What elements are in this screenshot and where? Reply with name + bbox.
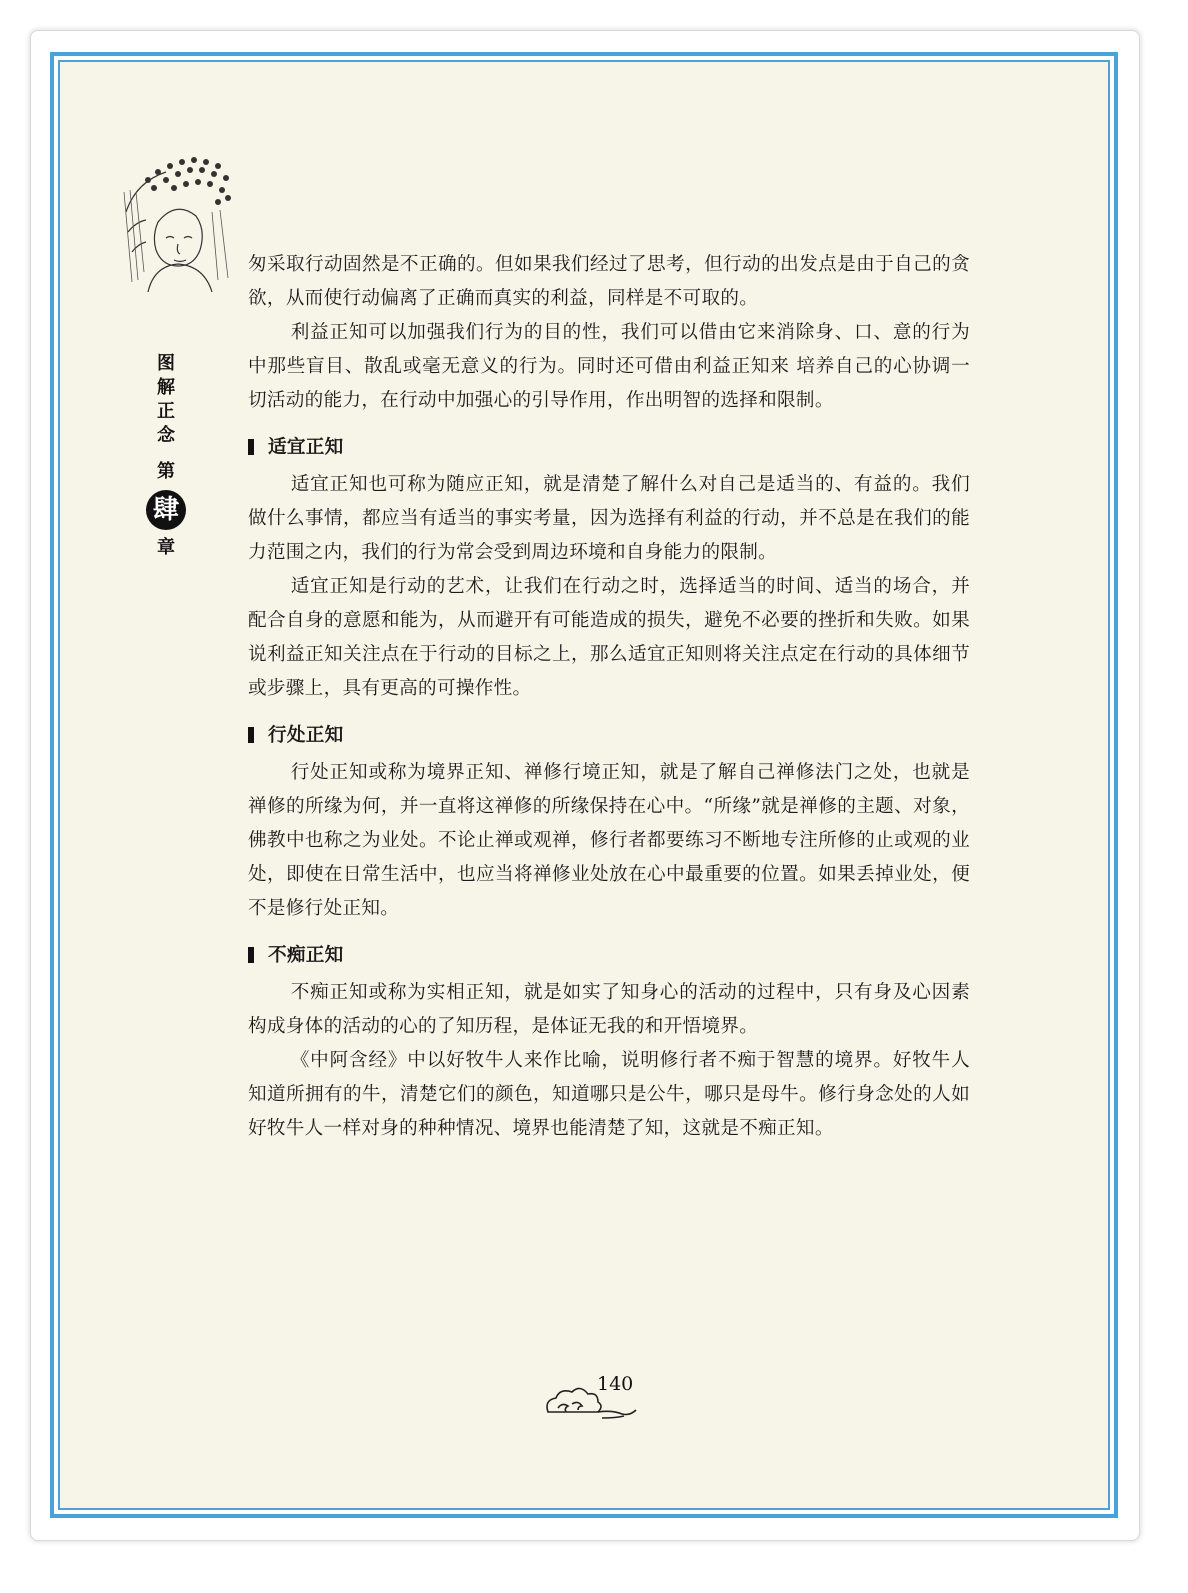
paragraph: 行处正知或称为境界正知、禅修行境正知，就是了解自己禅修法门之处，也就是禅修的所缘为何，并一直将这禅修的所缘保持在心中。“所缘”就是禅修的主题、对象，佛教中也称之为业处。不论止禅或观禅，修行者都要练习不断地专注所修的止或观的业处，即使在日常生活中，也应当将禅修业处放在心中最重要的位置。如果丢掉业处，便不是修行处正知。 [248, 762, 970, 919]
side-chapter-title [146, 352, 186, 560]
paragraph: 利益正知可以加强我们行为的目的性，我们可以借由它来消除身、口、意的行为中那些盲目、散乱或毫无意义的行为。同时还可借由利益正知来 培养自己的心协调一切活动的能力，在行动中加强心的引导作用，作出明智的选择和限制。 [248, 322, 970, 411]
paragraph: 适宜正知也可称为随应正知，就是清楚了解什么对自己是适当的、有益的。我们做什么事情，都应当有适当的事实考量，因为选择有利益的行动，并不总是在我们的能力范围之内，我们的行为常会受到周边环境和自身能力的限制。 [248, 474, 970, 563]
side-title-char: 解 [157, 377, 175, 398]
chapter-number-badge [146, 490, 186, 530]
heading-bar-icon [248, 947, 254, 963]
section-heading [248, 720, 970, 752]
chapter-numeral: 肆 [152, 495, 179, 525]
section-heading [248, 940, 970, 972]
side-title-char: 念 [157, 425, 175, 446]
paragraph: 匆采取行动固然是不正确的。但如果我们经过了思考，但行动的出发点是由于自己的贪欲，从而使行动偏离了正确而真实的利益，同样是不可取的。 [248, 254, 970, 309]
section-heading [248, 432, 970, 464]
section-heading-text: 不痴正知 [268, 945, 344, 966]
monk-portrait-illustration [118, 152, 238, 292]
paragraph: 《中阿含经》中以好牧牛人来作比喻，说明修行者不痴于智慧的境界。好牧牛人知道所拥有的牛，清楚它们的颜色，知道哪只是公牛，哪只是母牛。修行身念处的人如好牧牛人一样对身的种种情况、境界也能清楚了知，这就是不痴正知。 [248, 1050, 970, 1139]
chapter-suffix: 章 [157, 537, 175, 558]
page-number: 140 [597, 1373, 634, 1395]
side-title-char: 图 [157, 353, 175, 374]
paragraph: 不痴正知或称为实相正知，就是如实了知身心的活动的过程中，只有身及心因素构成身体的活动的心的了知历程，是体证无我的和开悟境界。 [248, 982, 970, 1037]
section-heading-text: 行处正知 [268, 725, 344, 746]
heading-bar-icon [248, 727, 254, 743]
section-heading-text: 适宜正知 [268, 437, 344, 458]
heading-bar-icon [248, 439, 254, 455]
side-title-char: 正 [157, 401, 175, 422]
paragraph: 适宜正知是行动的艺术，让我们在行动之时，选择适当的时间、适当的场合，并配合自身的意愿和能为，从而避开有可能造成的损失，避免不必要的挫折和失败。如果说利益正知关注点在于行动的目标之上，那么适宜正知则将关注点定在行动的具体细节或步骤上，具有更高的可操作性。 [248, 576, 970, 699]
main-text [248, 248, 970, 1146]
chapter-prefix: 第 [157, 461, 175, 482]
